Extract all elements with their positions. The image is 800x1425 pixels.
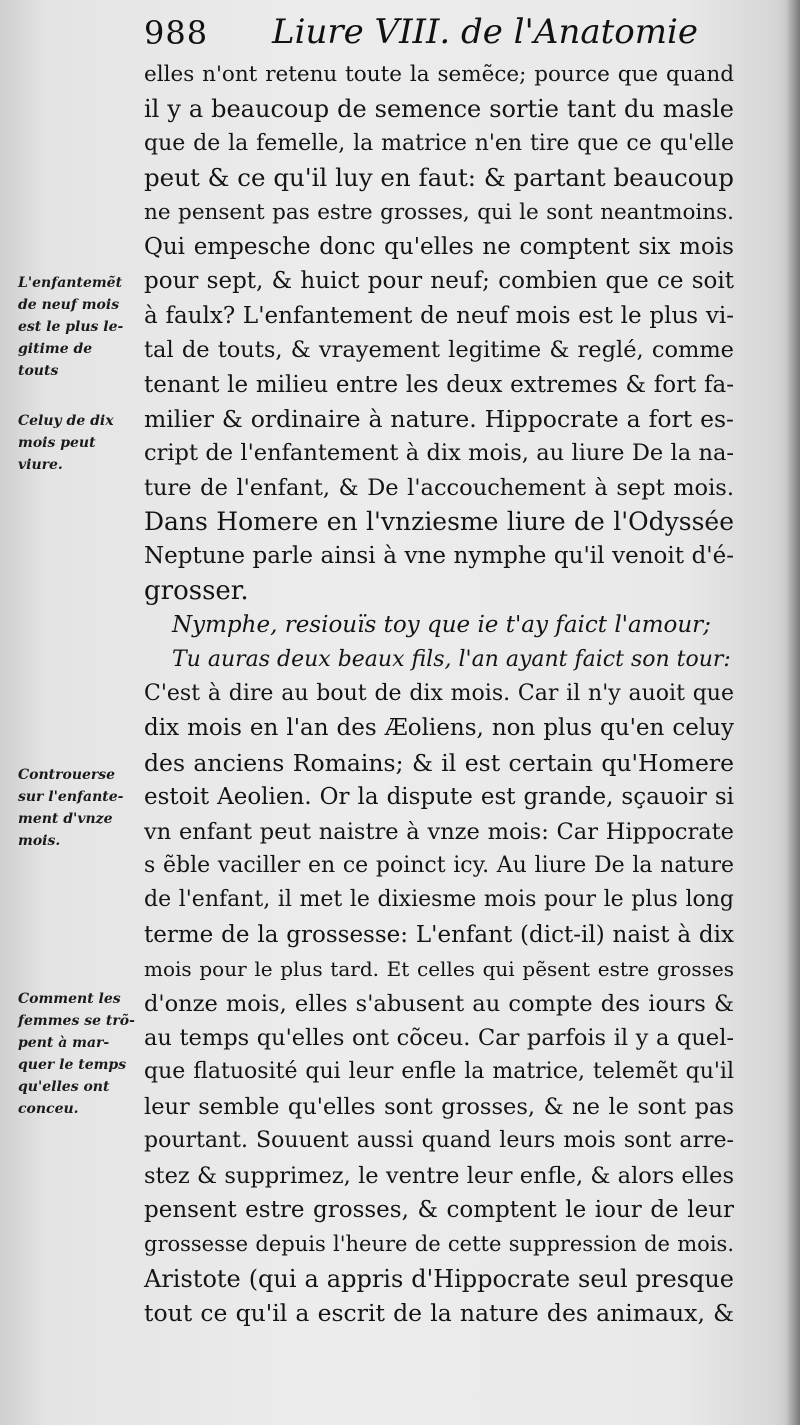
text-line: à faulx? L'enfantement de neuf mois est le plus vi- xyxy=(144,302,734,329)
margin-note-legitimate-birth xyxy=(18,272,136,382)
verse-line: Tu auras deux beaux fils, l'an ayant faict son tour: xyxy=(172,646,731,672)
text-line: il y a beaucoup de semence sortie tant du masle xyxy=(144,95,734,124)
text-line: estoit Aeolien. Or la dispute est grande, sçauoir si xyxy=(144,784,734,811)
text-line: s ẽble vaciller en ce poinct icy. Au liure De la nature xyxy=(144,852,734,878)
page-number: 988 xyxy=(144,14,209,52)
text-line: pour sept, & huict pour neuf; combien que ce soit xyxy=(144,268,734,295)
margin-note-line: ment d'vnze xyxy=(18,811,113,827)
text-line: ne pensent pas estre grosses, qui le sont neantmoins. xyxy=(144,199,734,225)
margin-note-line: femmes se trõ- xyxy=(18,1013,135,1029)
margin-note-line: L'enfantemẽt xyxy=(18,275,123,291)
text-line: peut & ce qu'il luy en faut: & partant beaucoup xyxy=(144,163,734,193)
margin-note-line: touts xyxy=(18,363,59,379)
text-line: Dans Homere en l'vnziesme liure de l'Odyssée xyxy=(144,507,734,537)
text-line: que flatuosité qui leur enfle la matrice, telemẽt qu'il xyxy=(144,1059,734,1085)
text-line: stez & supprimez, le ventre leur enfle, & alors elles xyxy=(144,1162,734,1189)
margin-note-ten-months xyxy=(18,410,136,476)
text-line: Qui empesche donc qu'elles ne comptent six mois xyxy=(144,233,734,260)
page-edge-shadow xyxy=(786,0,800,1425)
text-line: C'est à dire au bout de dix mois. Car il n'y auoit que xyxy=(144,681,734,707)
text-line: milier & ordinaire à nature. Hippocrate a fort es- xyxy=(144,404,734,433)
margin-note-line: mois peut xyxy=(18,435,96,451)
margin-note-line: quer le temps xyxy=(18,1057,127,1073)
margin-note-line: Controuerse xyxy=(18,767,116,783)
margin-note-line: Comment les xyxy=(18,991,121,1007)
text-line: mois pour le plus tard. Et celles qui pẽsent estre grosses xyxy=(144,957,734,982)
text-line: tout ce qu'il a escrit de la nature des animaux, & xyxy=(144,1299,734,1328)
text-line: que de la femelle, la matrice n'en tire que ce qu'elle xyxy=(144,130,734,156)
margin-note-line: Celuy de dix xyxy=(18,413,114,429)
text-line: cript de l'enfantement à dix mois, au liure De la na- xyxy=(144,440,734,467)
margin-note-line: viure. xyxy=(18,457,63,473)
margin-note-line: qu'elles ont xyxy=(18,1079,110,1095)
text-line: Aristote (qui a appris d'Hippocrate seul presque xyxy=(144,1264,734,1293)
margin-note-line: pent à mar- xyxy=(18,1035,110,1051)
margin-note-line: est le plus le- xyxy=(18,319,124,335)
text-line: vn enfant peut naistre à vnze mois: Car Hippocrate xyxy=(144,818,734,845)
running-header xyxy=(140,12,698,52)
margin-note-eleven-months xyxy=(18,764,136,852)
margin-note-line: sur l'enfante- xyxy=(18,789,124,805)
text-line: dix mois en l'an des Æoliens, non plus qu'en celuy xyxy=(144,715,734,742)
text-line: terme de la grossesse: L'enfant (dict-il) naist à dix xyxy=(144,921,734,948)
margin-note-women-mistaken xyxy=(18,988,136,1120)
margin-note-line: gitime de xyxy=(18,341,93,357)
text-line: tal de touts, & vrayement legitime & reglé, comme xyxy=(144,337,734,364)
text-line: des anciens Romains; & il est certain qu'Homere xyxy=(144,748,734,777)
margin-note-line: de neuf mois xyxy=(18,297,120,313)
text-line: pourtant. Souuent aussi quand leurs mois sont arre- xyxy=(144,1128,734,1154)
text-line: leur semble qu'elles sont grosses, & ne le sont pas xyxy=(144,1093,734,1120)
text-line: Neptune parle ainsi à vne nymphe qu'il venoit d'é- xyxy=(144,543,734,570)
text-line: au temps qu'elles ont cõceu. Car parfois il y a quel- xyxy=(144,1024,734,1051)
text-line: pensent estre grosses, & comptent le iour de leur xyxy=(144,1196,734,1223)
running-title: Liure VIII. de l'Anatomie xyxy=(272,12,698,52)
main-text-block xyxy=(144,58,734,1330)
text-line: elles n'ont retenu toute la semẽce; pource que quand xyxy=(144,62,734,87)
text-line: grossesse depuis l'heure de cette suppression de mois. xyxy=(144,1232,734,1257)
verse-line: Nymphe, resiouïs toy que ie t'ay faict l'amour; xyxy=(172,612,711,639)
text-line: ture de l'enfant, & De l'accouchement à sept mois. xyxy=(144,474,734,501)
text-line: tenant le milieu entre les deux extremes & fort fa- xyxy=(144,371,734,398)
margin-note-line: conceu. xyxy=(18,1101,79,1117)
margin-note-line: mois. xyxy=(18,833,61,849)
text-line: d'onze mois, elles s'abusent au compte des iours & xyxy=(144,990,734,1017)
text-line: de l'enfant, il met le dixiesme mois pour le plus long xyxy=(144,887,734,913)
text-line: grosser. xyxy=(144,575,249,606)
